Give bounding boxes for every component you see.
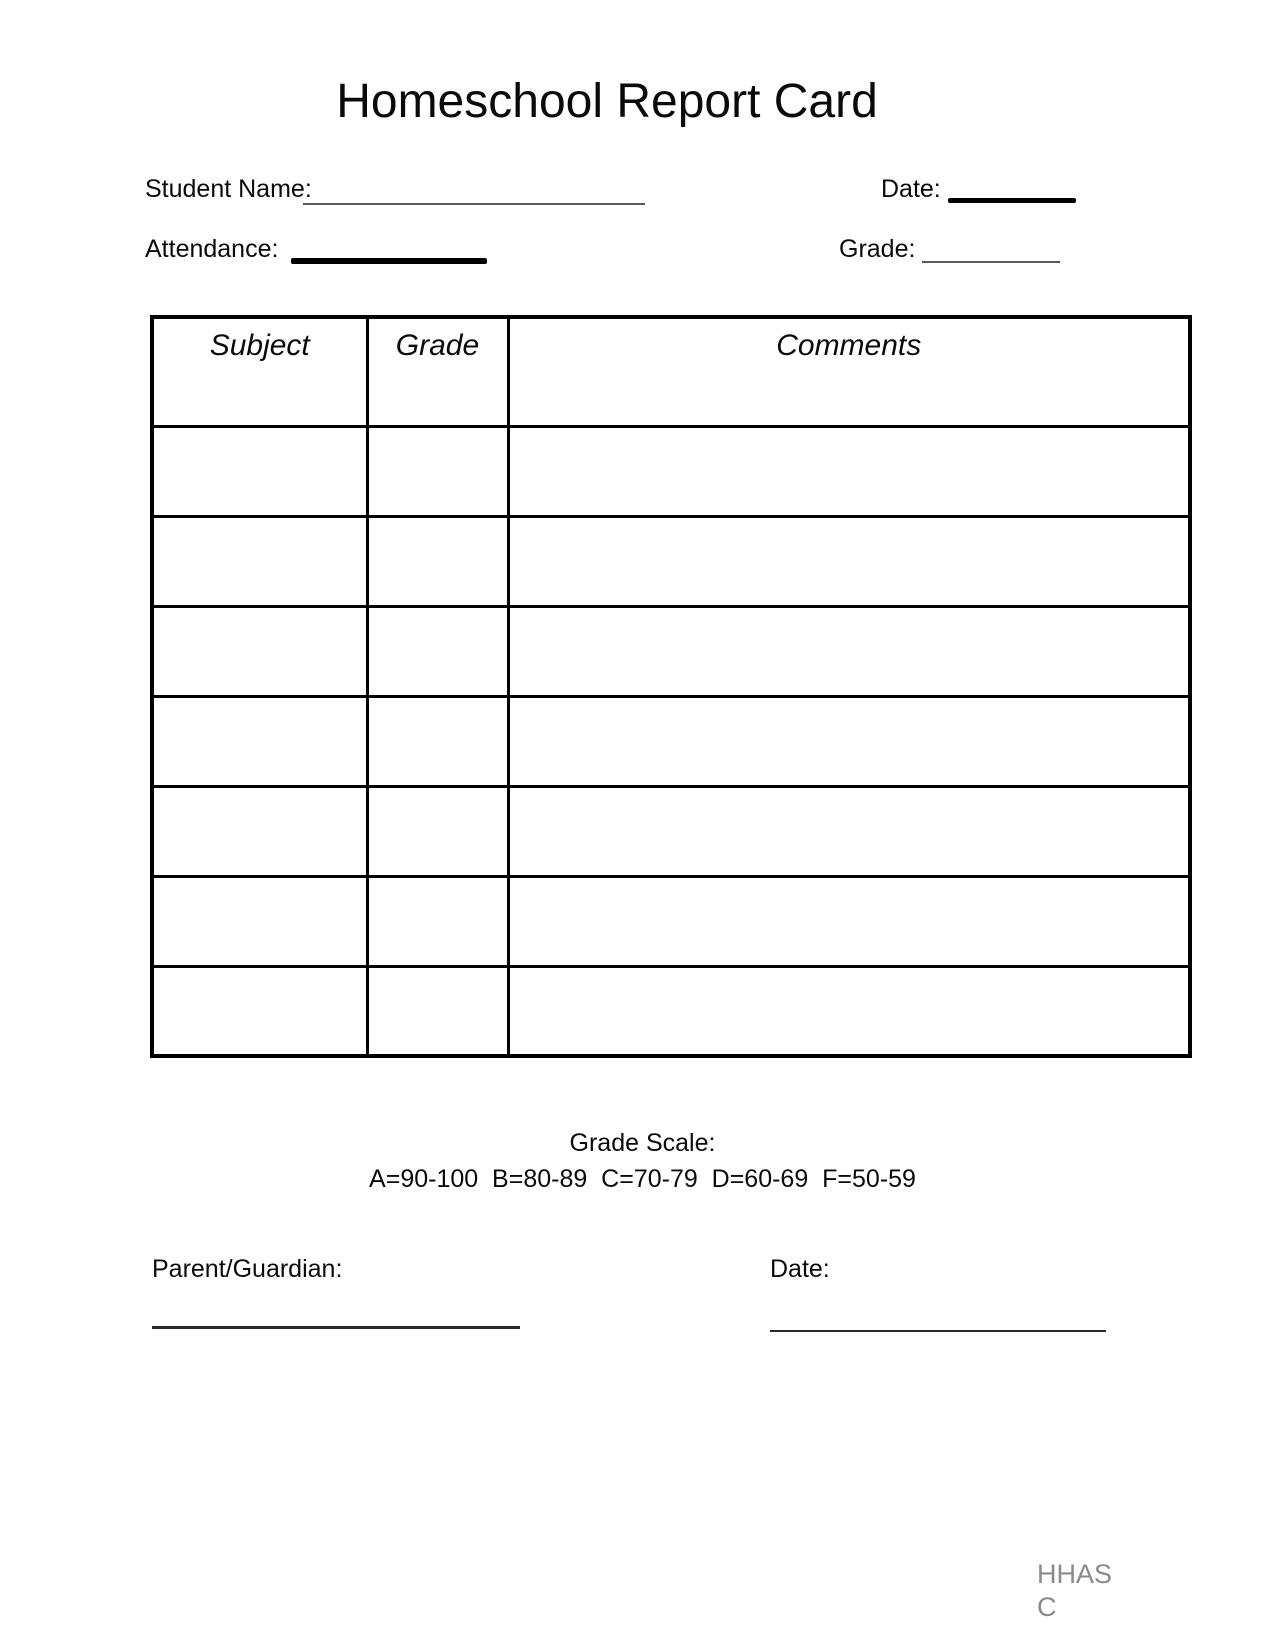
table-cell-empty — [508, 696, 1190, 786]
parent-signature-line — [152, 1326, 520, 1329]
attendance-fill-line — [291, 258, 487, 264]
grade-scale-values: A=90-100 B=80-89 C=70-79 D=60-69 F=50-59 — [369, 1165, 916, 1193]
attendance-label: Attendance: — [145, 235, 279, 263]
table-cell-empty — [152, 786, 367, 876]
table-row — [152, 786, 1190, 876]
table-cell-empty — [367, 606, 508, 696]
table-cell-empty — [508, 876, 1190, 966]
grade-label: Grade: — [839, 235, 916, 263]
table-cell-empty — [367, 516, 508, 606]
table-cell-empty — [508, 516, 1190, 606]
table-cell-empty — [152, 966, 367, 1056]
table-cell-empty — [508, 966, 1190, 1056]
grades-table — [150, 315, 1192, 1058]
table-cell-empty — [367, 876, 508, 966]
table-cell-empty — [152, 516, 367, 606]
table-cell-empty — [508, 606, 1190, 696]
parent-guardian-label: Parent/Guardian: — [152, 1255, 343, 1283]
watermark — [1037, 1558, 1112, 1624]
signature-date-line — [770, 1330, 1106, 1332]
table-cell-empty — [367, 786, 508, 876]
table-cell-empty — [367, 966, 508, 1056]
watermark-line2: C — [1037, 1592, 1057, 1622]
column-header-subject: Subject — [152, 317, 367, 426]
table-cell-empty — [508, 426, 1190, 516]
table-row — [152, 426, 1190, 516]
page-title: Homeschool Report Card — [336, 75, 878, 128]
table-row — [152, 966, 1190, 1056]
table-cell-empty — [152, 426, 367, 516]
table-cell-empty — [367, 696, 508, 786]
student-name-fill-line — [303, 203, 645, 205]
grade-scale-heading: Grade Scale: — [569, 1129, 716, 1157]
student-name-label: Student Name: — [145, 175, 312, 203]
table-row — [152, 516, 1190, 606]
table-header-row — [152, 317, 1190, 426]
table-cell-empty — [508, 786, 1190, 876]
date-fill-line — [948, 198, 1076, 203]
table-cell-empty — [152, 876, 367, 966]
grade-fill-line — [922, 261, 1060, 263]
signature-date-label: Date: — [770, 1255, 830, 1283]
watermark-line1: HHAS — [1037, 1559, 1113, 1589]
table-cell-empty — [152, 696, 367, 786]
table-cell-empty — [152, 606, 367, 696]
table-row — [152, 696, 1190, 786]
column-header-comments: Comments — [508, 317, 1190, 426]
column-header-grade: Grade — [367, 317, 508, 426]
table-row — [152, 606, 1190, 696]
table-row — [152, 876, 1190, 966]
date-label: Date: — [881, 175, 941, 203]
table-cell-empty — [367, 426, 508, 516]
grades-table-body — [152, 426, 1190, 1056]
